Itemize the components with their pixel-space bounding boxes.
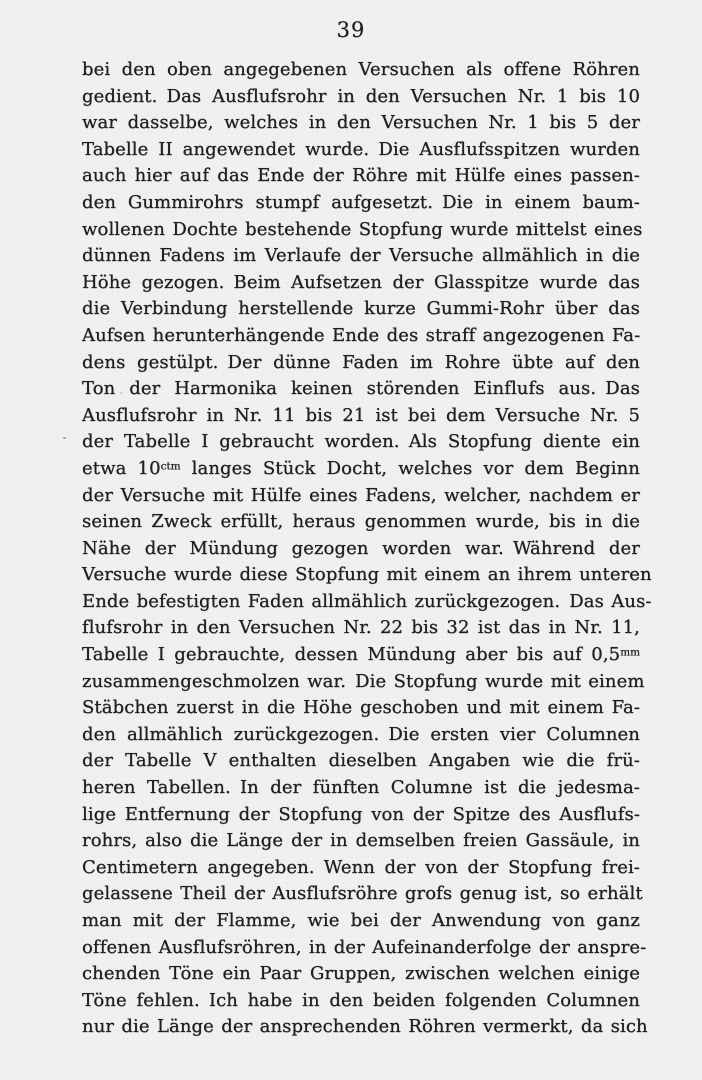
- text-line: die Verbindung herstellende kurze Gummi-Rohr über das: [82, 298, 640, 320]
- text-line: lige Entfernung der Stopfung von der Spitze des Ausflufs-: [82, 803, 640, 825]
- text-line: Ton der Harmonika keinen störenden Einflufs aus. Das: [82, 378, 640, 400]
- text-line: Centimetern angegeben. Wenn der von der Stopfung frei-: [82, 856, 640, 878]
- scan-artifact-speck: [63, 437, 66, 439]
- text-line: Versuche wurde diese Stopfung mit einem an ihrem unteren: [82, 564, 652, 586]
- text-line: bei den oben angegebenen Versuchen als offene Röhren: [82, 59, 640, 80]
- text-line: auch hier auf das Ende der Röhre mit Hülfe eines passen-: [82, 165, 640, 187]
- text-line: den Gummirohrs stumpf aufgesetzt. Die in einem baum-: [82, 191, 640, 213]
- text-line: flufsrohr in den Versuchen Nr. 22 bis 32 ist das in Nr. 11,: [82, 617, 640, 639]
- text-line: war dasselbe, welches in den Versuchen Nr. 1 bis 5 der: [82, 112, 640, 134]
- text-line: Töne fehlen. Ich habe in den beiden folgenden Columnen: [82, 989, 640, 1011]
- text-line: zusammengeschmolzen war. Die Stopfung wurde mit einem: [82, 670, 645, 692]
- text-line: rohrs, also die Länge der in demselben freien Gassäule, in: [82, 830, 640, 852]
- text-line: man mit der Flamme, wie bei der Anwendung von ganz: [82, 910, 640, 931]
- text-line: der Tabelle I gebraucht worden. Als Stopfung diente ein: [82, 431, 640, 453]
- text-line: Nähe der Mündung gezogen worden war. Während der: [82, 537, 640, 559]
- text-line: Aufsen herunterhängende Ende des straff angezogenen Fa-: [82, 324, 641, 346]
- text-line: nur die Länge der ansprechenden Röhren vermerkt, da sich: [82, 1016, 648, 1038]
- text-line: der Versuche mit Hülfe eines Fadens, welcher, nachdem er: [82, 484, 640, 506]
- text-line: Ende befestigten Faden allmählich zurückgezogen. Das Aus-: [82, 590, 652, 612]
- text-line: heren Tabellen. In der fünften Columne ist die jedesma-: [82, 777, 640, 799]
- scan-artifact-speck: [120, 392, 122, 394]
- text-line: Tabelle II angewendet wurde. Die Ausflufsspitzen wurden: [82, 138, 640, 160]
- text-line: Tabelle I gebrauchte, dessen Mündung aber bis auf $0,5^{mm}$: [82, 644, 640, 666]
- text-line: Höhe gezogen. Beim Aufsetzen der Glasspitze wurde das: [82, 271, 640, 293]
- text-line: gedient. Das Ausflufsrohr in den Versuchen Nr. 1 bis 10: [82, 85, 640, 107]
- page-text: [82, 57, 652, 1041]
- text-line: chenden Töne ein Paar Gruppen, zwischen welchen einige: [82, 963, 640, 985]
- text-line: etwa $10^{ctm}$ langes Stück Docht, welches vor dem Beginn: [82, 457, 640, 479]
- text-line: seinen Zweck erfüllt, heraus genommen wurde, bis in die: [82, 511, 640, 533]
- text-line: Stäbchen zuerst in die Höhe geschoben und mit einem Fa-: [82, 697, 640, 719]
- text-line: dünnen Fadens im Verlaufe der Versuche allmählich in die: [82, 245, 640, 267]
- text-line: offenen Ausflufsröhren, in der Aufeinanderfolge der anspre-: [82, 936, 647, 958]
- text-line: Ausflufsrohr in Nr. 11 bis 21 ist bei dem Versuche Nr. 5: [82, 404, 640, 426]
- text-line: gelassene Theil der Ausflufsröhre grofs genug ist, so erhält: [82, 883, 643, 905]
- text-line: wollenen Dochte bestehende Stopfung wurde mittelst eines: [82, 218, 643, 240]
- text-line: der Tabelle V enthalten dieselben Angaben wie die frü-: [82, 750, 640, 772]
- text-line: dens gestülpt. Der dünne Faden im Rohre übte auf den: [82, 351, 640, 373]
- page-number: 39: [336, 18, 366, 42]
- text-line: den allmählich zurückgezogen. Die ersten vier Columnen: [82, 723, 640, 745]
